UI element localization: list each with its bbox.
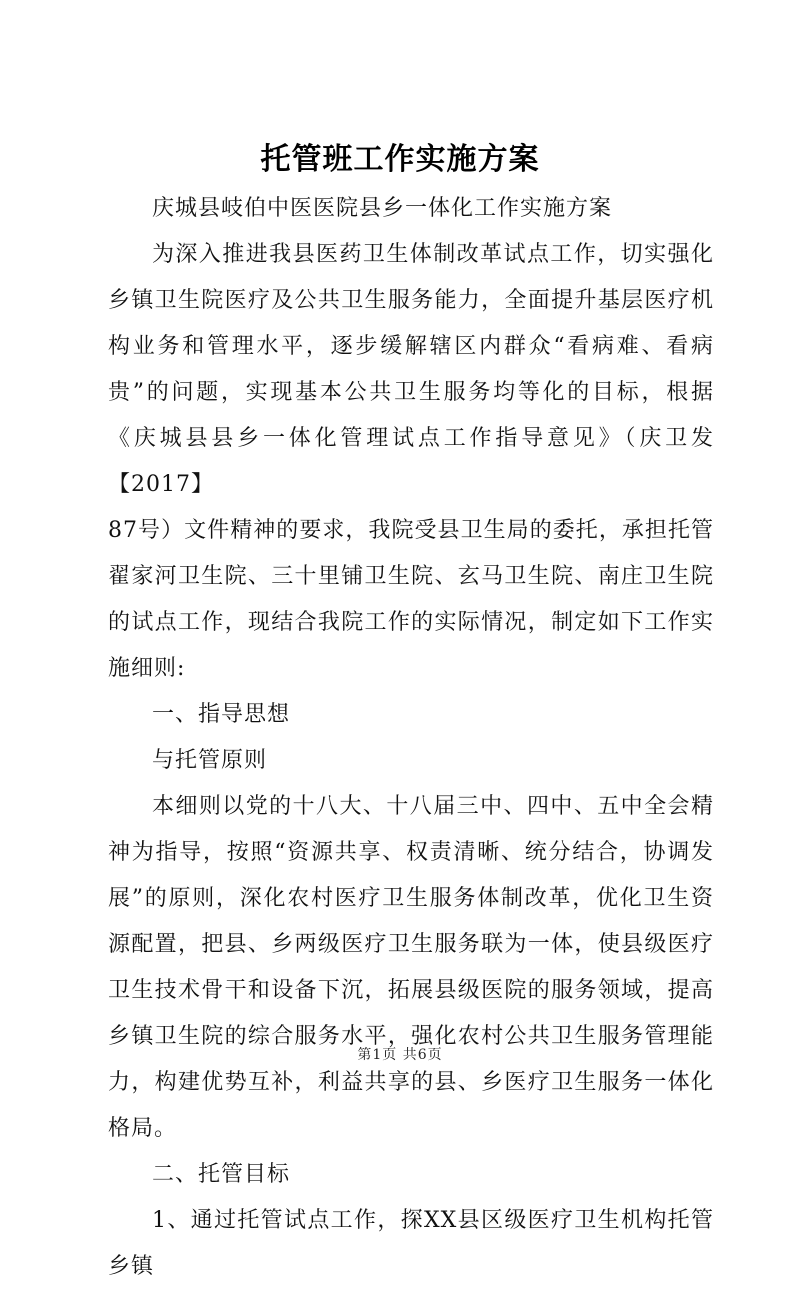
paragraph-goal-item-1: 1、通过托管试点工作，探XX县区级医疗卫生机构托管乡镇: [108, 1208, 714, 1279]
section-heading-guiding-ideology: 一、指导思想: [152, 702, 291, 727]
document-subtitle: 庆城县岐伯中医医院县乡一体化工作实施方案: [152, 196, 613, 221]
document-body: [108, 186, 714, 1290]
section-heading-goals: 二、托管目标: [152, 1162, 291, 1187]
paragraph-principles-body: 本细则以党的十八大、十八届三中、四中、五中全会精神为指导，按照“资源共享、权责清晰、统分结合，协调发展”的原则，深化农村医疗卫生服务体制改革，优化卫生资源配置，把县、乡两级医疗卫生服务联为一体，使县级医疗卫生技术骨干和设备下沉，拓展县级医院的服务领域，提高乡镇卫生院的综合服务水平，强化农村公共卫生服务管理能力，构建优势互补，利益共享的县、乡医疗卫生服务一体化格局。: [108, 794, 714, 1141]
paragraph-continuation: 87号）文件精神的要求，我院受县卫生局的委托，承担托管翟家河卫生院、三十里铺卫生院、玄马卫生院、南庄卫生院的试点工作，现结合我院工作的实际情况，制定如下工作实施细则:: [108, 518, 714, 681]
document-title: 托管班工作实施方案: [260, 142, 540, 177]
page-footer: 第1页 共6页: [357, 1047, 443, 1063]
paragraph-intro: 为深入推进我县医药卫生体制改革试点工作，切实强化乡镇卫生院医疗及公共卫生服务能力，全面提升基层医疗机构业务和管理水平，逐步缓解辖区内群众“看病难、看病贵”的问题，实现基本公共卫生服务均等化的目标，根据《庆城县县乡一体化管理试点工作指导意见》（庆卫发【2017】: [108, 242, 714, 497]
section-subheading-principles: 与托管原则: [152, 748, 268, 773]
